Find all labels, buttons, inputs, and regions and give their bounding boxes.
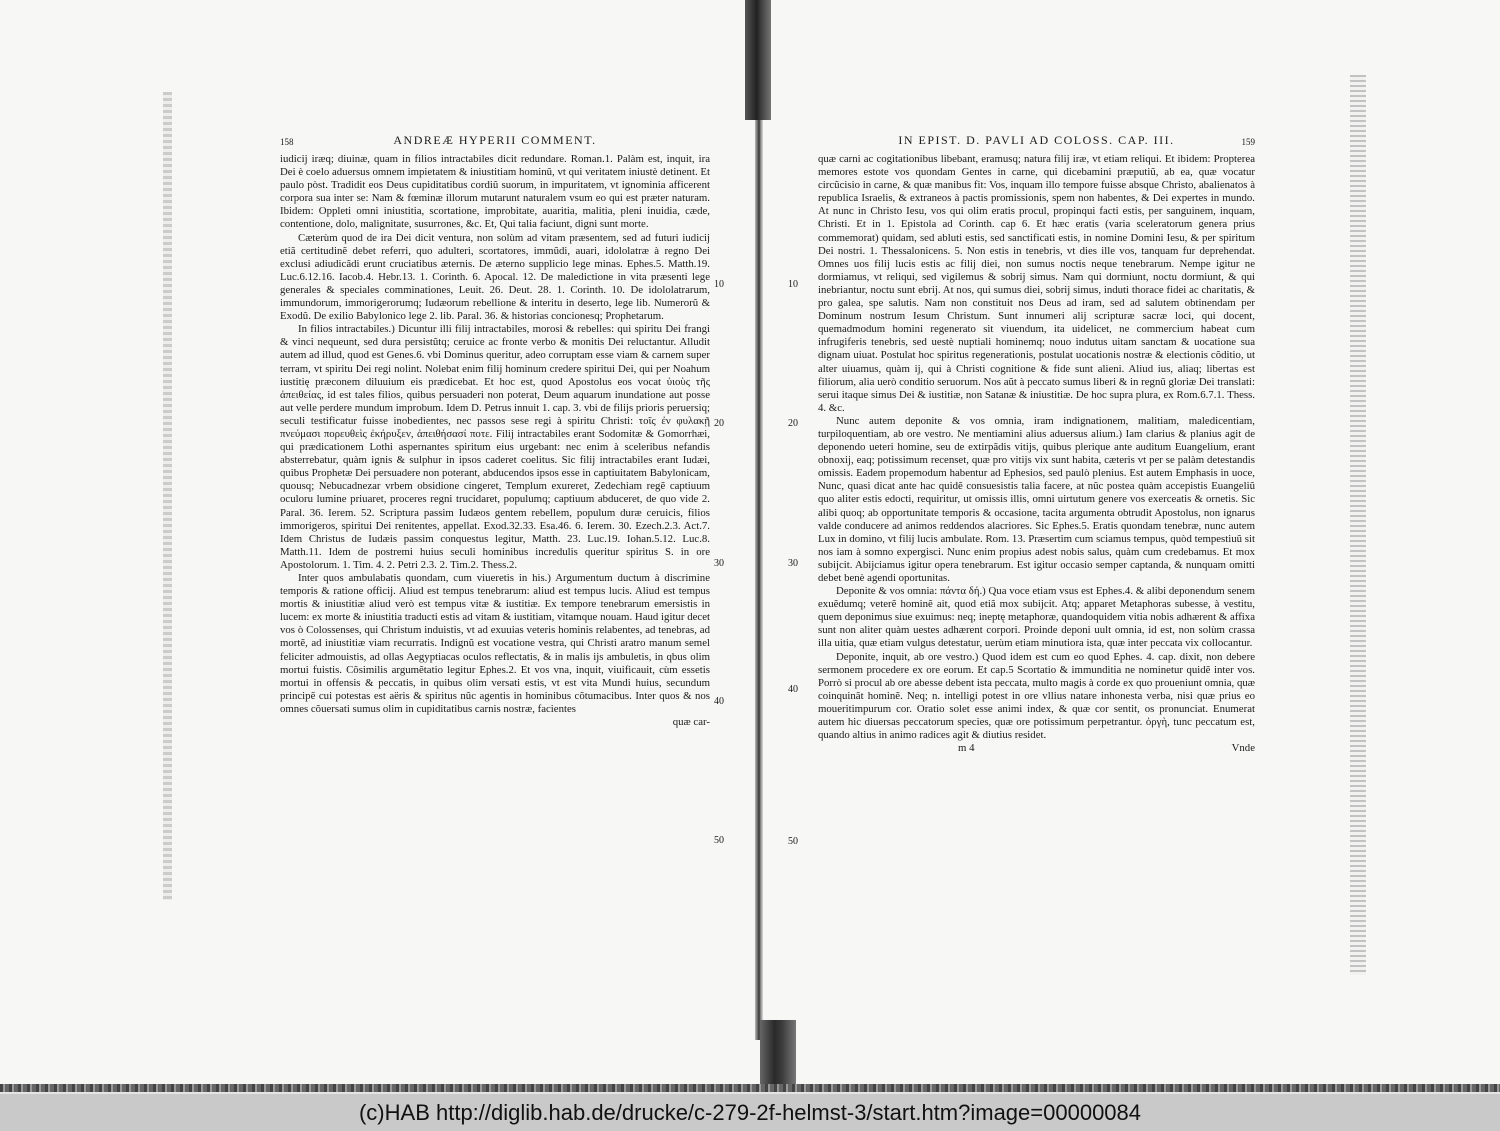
right-paragraph-4: Deponite, inquit, ab ore vestro.) Quod idem est cum eo quod Ephes. 4. cap. dixit, non debere sermonem procedere ex ore eorum. Et cap.5 Scortatio & immunditia ne nominetur quidẽ inter vos. Porrò si procul ab ore abesse debent ista peccata, multo magis à corde ex quo proueniunt omnia, quæ coinquinãt hominẽ. Neq; n. intelligi potest in ore vllius natare inhonesta verba, nisi quæ prius eo moueritimpurum cor. Oratio solet esse animi index, & quæ cor sentit, os pronunciat. Enumerat autem hic diuersas peccatorum species, quæ ore potissimum perpetrantur. ὀργὴ, tunc peccatum est, quando altius in animo radices agit & diutius residet. [818,650,1255,742]
right-paragraph-1: quæ carni ac cogitationibus libebant, eramusq; natura filij iræ, vt etiam reliqui. Et ibidem: Propterea memores estote vos quondam Gentes in carne, qui dicebamini præputiũ, ab ea, quæ vocatur circũcisio in carne, & quæ manibus fit: Vos, inquam illo tempore fuisse absque Christo, abalienatos à republica Israelis, & extraneos à pactis promissionis, spem non habentes, & Dei expertes in mundo. At nunc in Christo Iesu, vos qui olim eratis procul, propinqui facti estis, per sanguinem, inquam, Christi. Et in 1. Epistola ad Corinth. cap 6. Et hæc eratis (varia sceleratorum genera prius commemorat) quidam, sed abluti estis, sed sanctificati estis, in nomine Domini Iesu, & per spiritum Dei nostri. 1. Thessalonicens. 5. Non estis in tenebris, vt dies ille vos, tanquam fur deprehendat. Omnes uos filij lucis estis ac filij diei, non sumus noctis neque tenebrarum. Nempe igitur ne dormiamus, vt reliqui, sed vigilemus & sobrij simus. Nam qui dormiunt, noctu dormiunt, & qui inebriantur, noctu sunt ebrij. At nos, qui sumus diei, sobrij simus, induti thorace fidei ac charitatis, & pro galea, spe salutis. Nam non constituit nos Deus ad iram, sed ad salutem obtinendam per Dominum nostrum Iesum Christum. Sunt innumeri alij scripturæ sacræ loci, qui docent, quemadmodum homini regenerato sit viuendum, ita uidelicet, ne commercium habeat cum infrugiferis tenebris, sed uestè nuptiali hominemq; nouo indutus uitam sanctam & uocatione sua dignam uiuat. Postulat hoc spiritus regenerationis, postulat uocationis nostræ & electionis cõditio, ut alter uiuamus, quàm ij, qui à Christi cognitione & fide sunt alieni. Aliud ius, aliaq; libertas est filiorum, alia uerò conditio seruorum. Nos aũt à peccato sumus liberi & in regnũ gloriæ Dei translati: serui itaque simus Dei & iustitiæ, non Satanæ & iniustitiæ. De hoc supra plura, ex Rom.6.7.1. Thess. 4. &c. [818,153,1255,414]
right-paragraph-3: Deponite & vos omnia: πάντα δή.) Qua voce etiam vsus est Ephes.4. & alibi deponendum senem exuẽdumq; veterẽ hominẽ ait, quod etiã mox subijcit. Atq; apparet Metaphoras subesse, à vestitu, quem deponimus siue exuimus: neq; ineptę metaphoræ, quandoquidem vitia nobis adhærent & affixa sunt non aliter quàm uestes adhærent corpori. Proinde deponi uult omnia, id est, non solùm crassa illa uitia, quæ etiam vulgus detestatur, uerùm etiam minutiora ista, quæ inter peccata vix collocantur. [818,585,1255,650]
left-running-head [280,133,710,151]
left-line-number-40: 40 [714,696,724,707]
right-line-number-30: 30 [788,558,798,569]
right-line-number-40: 40 [788,684,798,695]
left-page-number: 158 [280,137,294,147]
left-line-number-10: 10 [714,279,724,290]
left-paragraph-3: In filios intractabiles.) Dicuntur illi filij intractabiles, morosi & rebelles: qui spiritu Dei frangi & vinci nequeunt, sed dura persistũtq; ceruice ac fronte verbo & monitis Dei reluctantur. Alludit autem ad illud, quod est Genes.6. vbi Dominus queritur, adeo corruptam esse viam & carnem super terram, vt spiritu Dei regi nolint. Nolebat enim filij hominum credere spiritui Dei, qui per Noahum iustitię præconem diluuium eis prædicebat. Et hoc est, quod Apostolus eos vocat ὑιοὺς τῆς ἀπειθείας, id est tales filios, quibus persuaderi non poterat, Deum aquarum inundatione aut posse aut velle perdere mundum improbum. Idem D. Petrus innuit 1. cap. 3. vbi de filijs prioris peruersiq; seculi testificatur fuisse inobedientes, nec passos sese regi à spiritu Christi: τοῖς ἐν φυλακῇ πνεύμασι πορευθεὶς ἐκήρυξεν, ἀπειθήσασί ποτε. Filij intractabiles erant Sodomitæ & Gomorrhæi, qui prædicationem Lothi aspernantes spiritum eius urgebant: nec enim à sceleribus nefandis absterrebatur, quàm ignis & sulphur in ipsos caderet coelitus. Sic filij intractabiles erant Iudæi, quibus Prophetæ Dei persuadere non poterant, abducendos ipsos esse in captiuitatem Babylonicam, quousq; Nebucadnezar vrbem obsidione cingeret, Templum exureret, Zedechiam regẽ captiuum oculoru lumine priuaret, proceres regni trucidaret, populumq; captiuum abduceret, de quo vide 2. Paral. 36. Ierem. 52. Scriptura passim Iudæos gentem rebellem, populum duræ ceruicis, filios immorigeros, spiritui Dei renitentes, appellat. Exod.32.33. Esa.46. 6. Ierem. 30. Ezech.2.3. Act.7. Idem Christus de Iudæis passim conquestus legitur, Matth. 23. Luc.19. Iohan.5.12. Luc.8. Matth.11. Idem de postremi huius seculi hominibus incredulis queritur spiritus S. in ore Apostolorum. 1. Tim. 4. 2. Petri 2.3. 2. Tim.2. Thess.2. [280,323,710,571]
scan-bottom-edge [0,1084,1500,1092]
right-paragraph-2: Nunc autem deponite & vos omnia, iram indignationem, malitiam, maledicentiam, turpiloquentiam, ab ore vestro. Ne mentiamini alius aduersus alium.) Iam clarius & planius agit de deponendo ueteri homine, seu de extirpãdis vitijs, quibus plerique ante auditum Euangelium, erant obnoxij, eaq; potissimum recenset, quæ pro vitijs vix sunt habita, cæteris vt per se palàm detestandis omissis. Eadem propemodum habentur ad Ephesios, sed paulò plenius. Est autem Emphasis in uoce, Nunc, quasi dicat ante hac quidẽ consuesistis talia facere, at nũc postea quàm accepistis Euangeliũ quo aliter estis edocti, requiritur, ut omissis illis, omni uirtutum genere vos exerceatis & ornetis. Sic alibi quoq; ab opportunitate temporis & occasione, tacita argumenta obtrudit Apostolus, non ignarus valde conducere ad animos reddendos alacriores. Sic Ephes.5. Eratis quondam tenebræ, nunc autem Lux in domino, vt filij lucis ambulate. Rom. 13. Præsertim cum sciamus tempus, quòd tempestiuũ sit nos iam à somno expergisci. Nunc enim propius adest nobis salus, quàm cum credebamus. Et mox subijcit. Abijciamus igitur opera tenebrarum. Est igitur occasio semper captanda, & nunquam omitti debet benè agendi oportunitas. [818,414,1255,584]
right-running-head [818,133,1255,151]
left-line-number-50: 50 [714,835,724,846]
binding-gutter [755,120,763,1040]
right-page [788,133,1255,847]
left-page [280,133,724,846]
copyright-footer [0,1094,1500,1131]
left-running-head-title: ANDREÆ HYPERII COMMENT. [393,133,597,147]
footer-url-text: (c)HAB http://diglib.hab.de/drucke/c-279-2f-helmst-3/start.htm?image=00000084 [358,1100,1142,1125]
right-catchword: Vnde [1231,742,1255,755]
left-paragraph-2: Cæterùm quod de ira Dei dicit ventura, non solùm ad vitam præsentem, sed ad futuri iudicij etiã certitudinẽ debet referri, quo adulteri, scortatores, immũdi, auari, idololatræ à regno Dei exclusi adiudicãdi erunt cruciatibus æternis. De æterno supplicio lege minas. Ephes.5. Matth.19. Luc.6.12.16. Iacob.4. Hebr.13. 1. Corinth. 6. Apocal. 12. De maledictione in vita præsenti lege generales & speciales comminationes, Leuit. 26. Deut. 28. 1. Corinth. 10. De idololatrarum, immundorum, immorigerorumq; Iudæorum rebellione & interitu in deserto, lege lib. Numerorũ & Exodũ. De exilio Babylonico lege 2. lib. Paral. 36. & historias concionesq; Prophetarum. [280,231,710,323]
left-page-edge [163,92,172,900]
right-line-number-10: 10 [788,279,798,290]
right-signature: m 4 [958,742,975,755]
right-line-number-20: 20 [788,418,798,429]
left-line-number-20: 20 [714,418,724,429]
left-catchword: quæ car- [672,716,710,729]
binding-gutter-bottom [760,1020,796,1092]
left-paragraph-4: Inter quos ambulabatis quondam, cum viueretis in his.) Argumentum ductum à discrimine temporis & ratione officij. Aliud est tempus tenebrarum: aliud est tempus lucis. Aliud est tempus mortis & iniustitiæ aliud verò est tempus vitæ & iustitiæ. Ex tempore tenebrarum emersistis in lucem: ex morte & iniustitia traducti estis ad vitam & iustitiam, vitamque nouam. Haud igitur decet vos ò Colossenses, qui Christum induistis, vt ad exuuias veteris hominis relabentes, ad tenebras, ad mortẽ, ad iniustitiæ viam recurratis. Indignũ est vocatione vestra, qui Christi aratro manum semel feliciter admouistis, ad ollas Aegyptiacas oculos reflectatis, & in malis ijs ambuletis, in qbus olim mortui fuistis. Cõsimilis argumẽtatio legitur Ephes.2. Et vos vna, inquit, viuificauit, cùm essetis mortui in offensis & peccatis, in quibus olim versati estis, vt est vita Mundi huius, secundum principẽ cui potestas est aëris & spiritus nũc agentis in hominibus cõtumacibus. Inter quos & nos omnes cõuersati sumus olim in cupiditatibus carnis nostræ, facientes [280,572,710,715]
right-running-head-title: IN EPIST. D. PAVLI AD COLOSS. CAP. III. [898,133,1175,147]
right-page-number: 159 [1241,137,1255,147]
right-page-foot [818,742,1255,755]
right-page-edge [1350,75,1366,975]
binding-gutter-top [745,0,771,120]
right-line-number-50: 50 [788,836,798,847]
left-line-number-30: 30 [714,558,724,569]
left-paragraph-1: iudicij iræq; diuinæ, quam in filios intractabiles dicit redundare. Roman.1. Palàm est, inquit, ira Dei è coelo aduersus omnem impietatem & iniustitiam hominũ, vt qui veritatem iniustè detinent. Et paulo pòst. Tradidit eos Deus cupiditatibus cordiũ suorum, in impuritatem, vt ignominia afficerent corpora sua inter se: Nam & fœminæ illorum mutarunt naturalem vsum eo qui est præter naturam. Ibidem: Oppleti omni iniustitia, scortatione, improbitate, auaritia, malitia, pleni inuidia, cæde, contentione, dolo, malignitate, susurrones, &c. Et, Qui talia faciunt, digni sunt morte. [280,153,710,231]
